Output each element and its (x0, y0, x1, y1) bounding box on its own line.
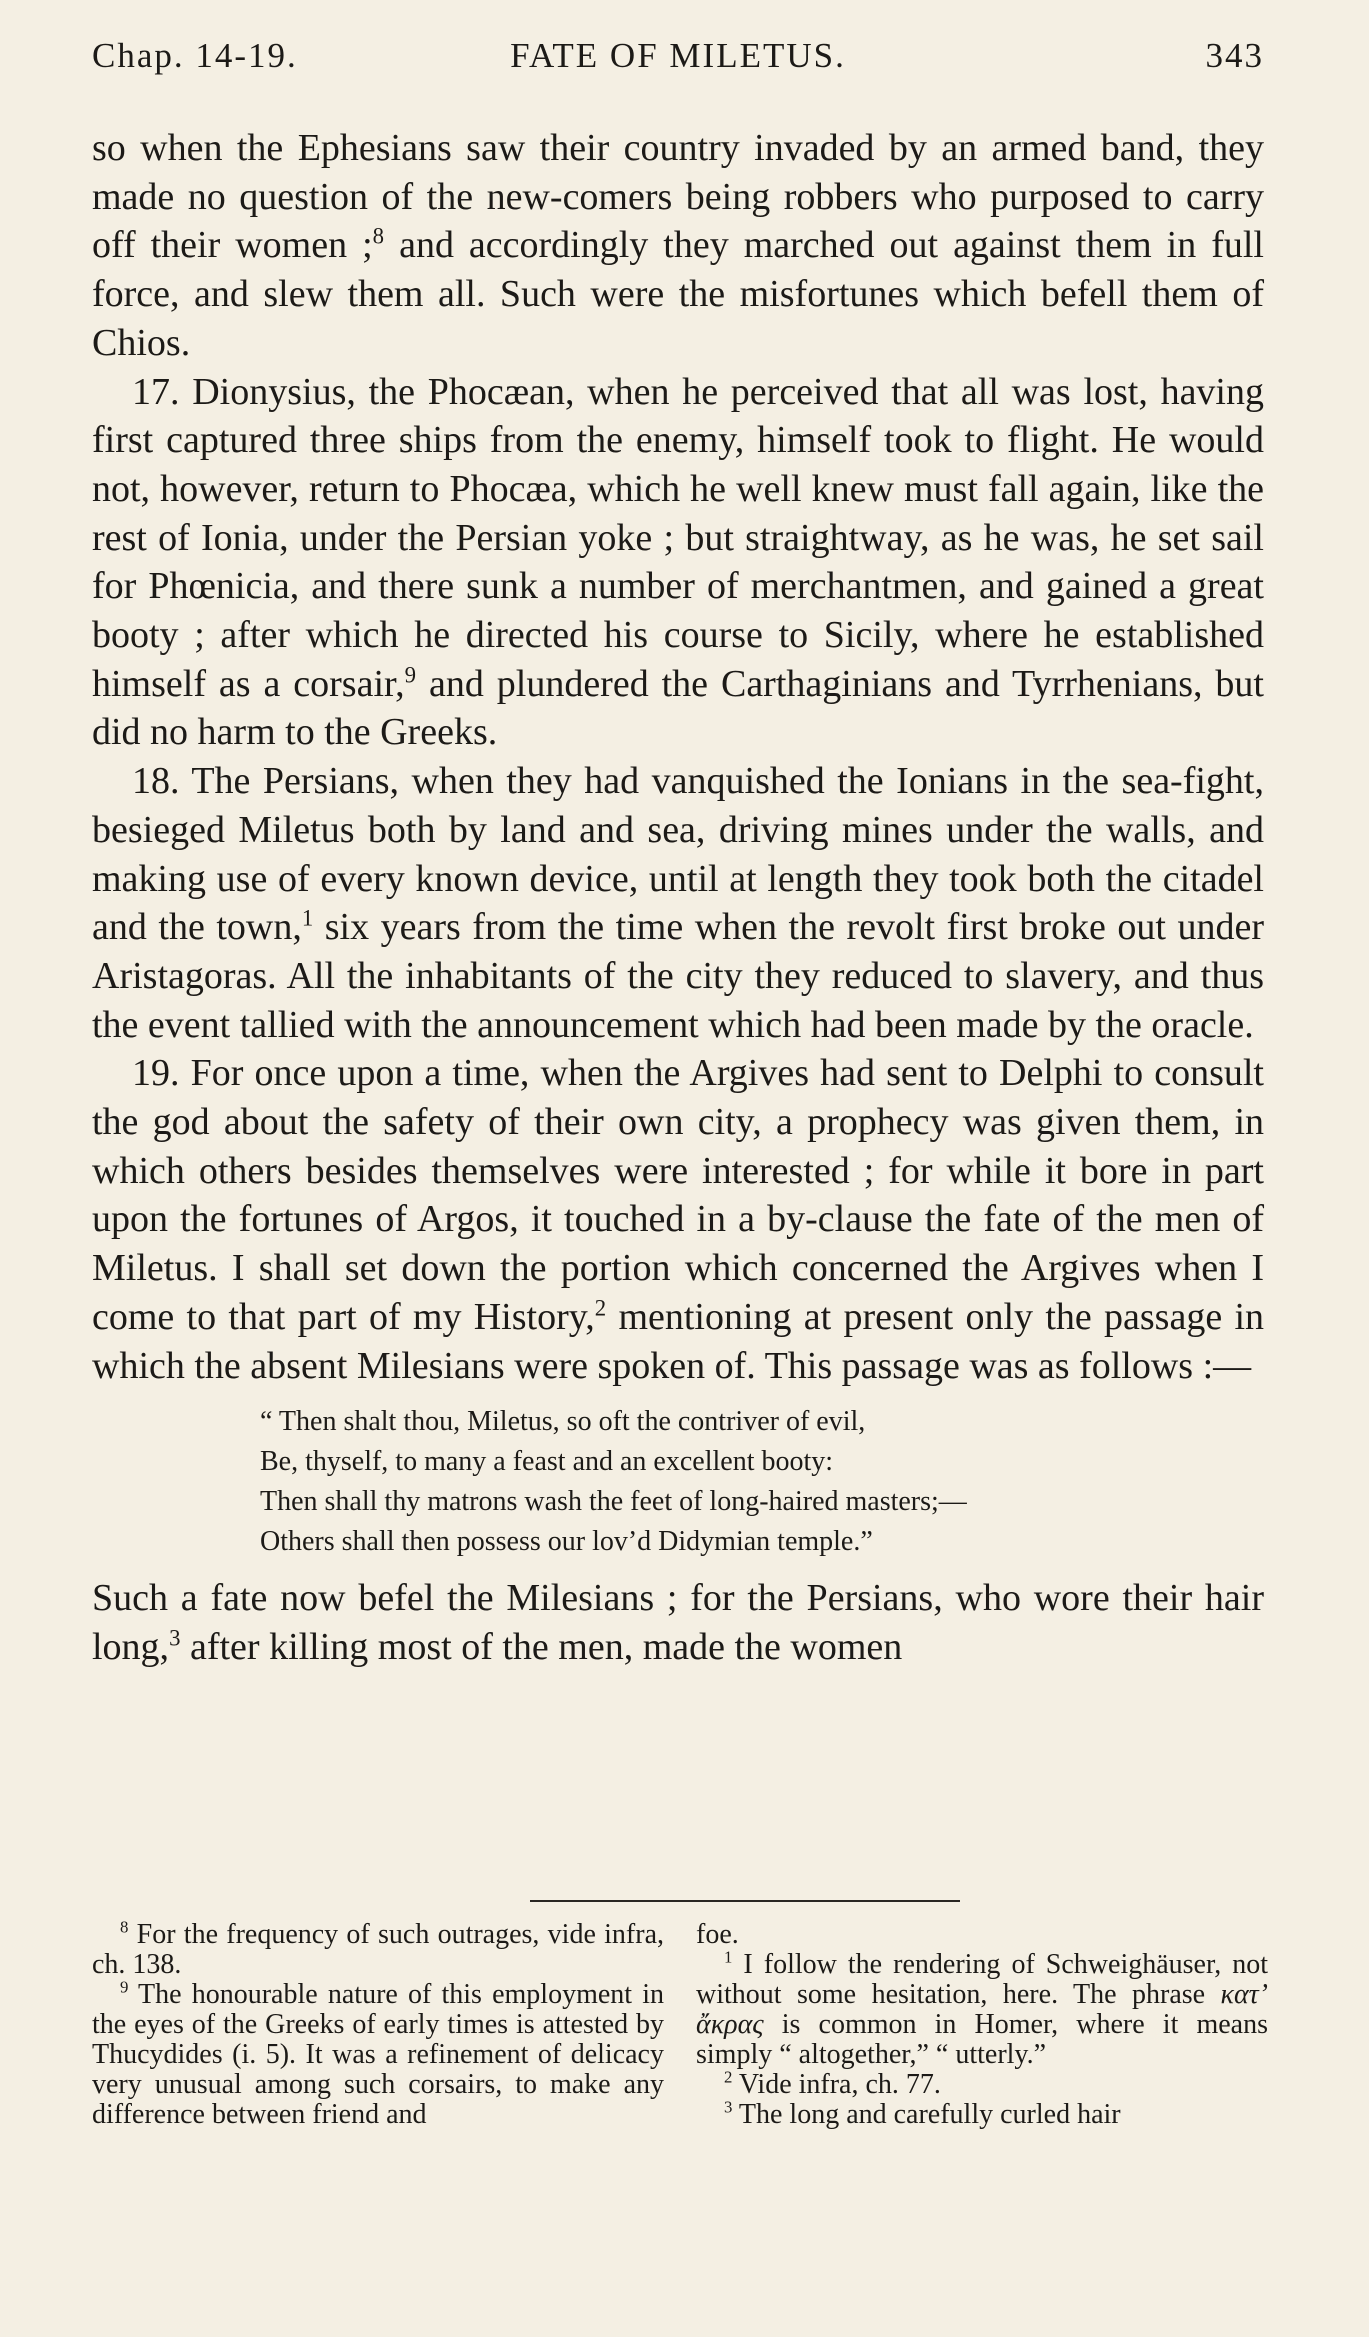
footnote-ref-3: 3 (169, 1625, 181, 1651)
verse-line: Then shall thy matrons wash the feet of long-haired masters;— (260, 1486, 967, 1518)
running-title: FATE OF MILETUS. (510, 36, 846, 75)
footnote-column-left (92, 1917, 664, 2130)
paragraph-19: 19. For once upon a time, when the Argives had sent to Delphi to consult the god about the safety of their own city, a prophecy was given them, in which others besides themselves were interested ; for while it bore in part upon the fortunes of Argos, it touched in a by-clause the fate of the men of Miletus. I shall set down the portion which concerned the Argives when I come to that part of my History,$^2$ mentioning at present only the passage in which the absent Milesians were spoken of. This passage was as follows :— (92, 1052, 1265, 1387)
footnote-8: $^8$ For the frequency of such outrages, vide infra, ch. 138. (92, 1917, 664, 1980)
footnotes (92, 1917, 1268, 2190)
footnote-ref-1: 1 (301, 905, 314, 931)
verse-line: “ Then shalt thou, Miletus, so oft the contriver of evil, (260, 1406, 866, 1438)
footnote-2: $^2$ Vide infra, ch. 77. (724, 2067, 941, 2100)
footnote-column-right (696, 1920, 1268, 2130)
verse-line: Be, thyself, to many a feast and an excellent booty: (260, 1446, 834, 1478)
footnote-9: $^9$ The honourable nature of this employment in the eyes of the Greeks of early times is attested by Thucydides (i. 5). It was a refinement of delicacy very unusual among such corsairs, to make any difference between friend and (92, 1977, 664, 2130)
running-header (92, 36, 1264, 86)
footnote-1: $^1$ I follow the rendering of Schweighäuser, not without some hesitation, here. The phrase κατ’ ἄκρας is common in Homer, where it means simply “ altogether,” “ utterly.” (696, 1947, 1268, 2070)
footnote-9-continued: foe. (696, 1919, 739, 1950)
paragraph-17: 17. Dionysius, the Phocæan, when he perceived that all was lost, having first captured three ships from the enemy, himself took to flight. He would not, however, return to Phocæa, which he well knew must fall again, like the rest of Ionia, under the Persian yoke ; but straightway, as he was, he set sail for Phœnicia, and there sunk a number of merchantmen, and gained a great booty ; after which he directed his course to Sicily, where he established himself as a corsair,$^9$ and plundered the Carthaginians and Tyrrhenians, but did no harm to the Greeks. (92, 370, 1264, 754)
greek-phrase: κατ’ ἄκρας (696, 1979, 1268, 2040)
verse-line: Others shall then possess our lov’d Didymian temple.” (260, 1526, 873, 1558)
oracle-verse (260, 1402, 1264, 1562)
page-number: 343 (1205, 36, 1264, 75)
footnote-3: $^3$ The long and carefully curled hair (724, 2097, 1121, 2130)
paragraph-18: 18. The Persians, when they had vanquished the Ionians in the sea-fight, besieged Miletus both by land and sea, driving mines under the walls, and making use of every known device, until at length they took both the citadel and the town,$^1$ six years from the time when the revolt first broke out under Aristagoras. All the inhabitants of the city they reduced to slavery, and thus the event tallied with the announcement which had been made by the oracle. (92, 760, 1264, 1046)
footnote-divider (530, 1900, 960, 1902)
paragraph-after-verse: Such a fate now befel the Milesians ; for the Persians, who wore their hair long,$^3$ after killing most of the men, made the women (92, 1577, 1264, 1668)
main-text (92, 124, 1264, 1672)
chapter-range: Chap. 14-19. (92, 36, 298, 75)
footnote-ref-2: 2 (594, 1295, 607, 1321)
footnote-ref-8: 8 (372, 223, 385, 249)
paragraph-continuation: so when the Ephesians saw their country invaded by an armed band, they made no question of the new-comers being robbers who purposed to carry off their women ;$^8$ and accordingly they marched out against them in full force, and slew them all. Such were the misfortunes which befell them of Chios. (92, 127, 1264, 364)
footnote-ref-9: 9 (404, 662, 417, 688)
